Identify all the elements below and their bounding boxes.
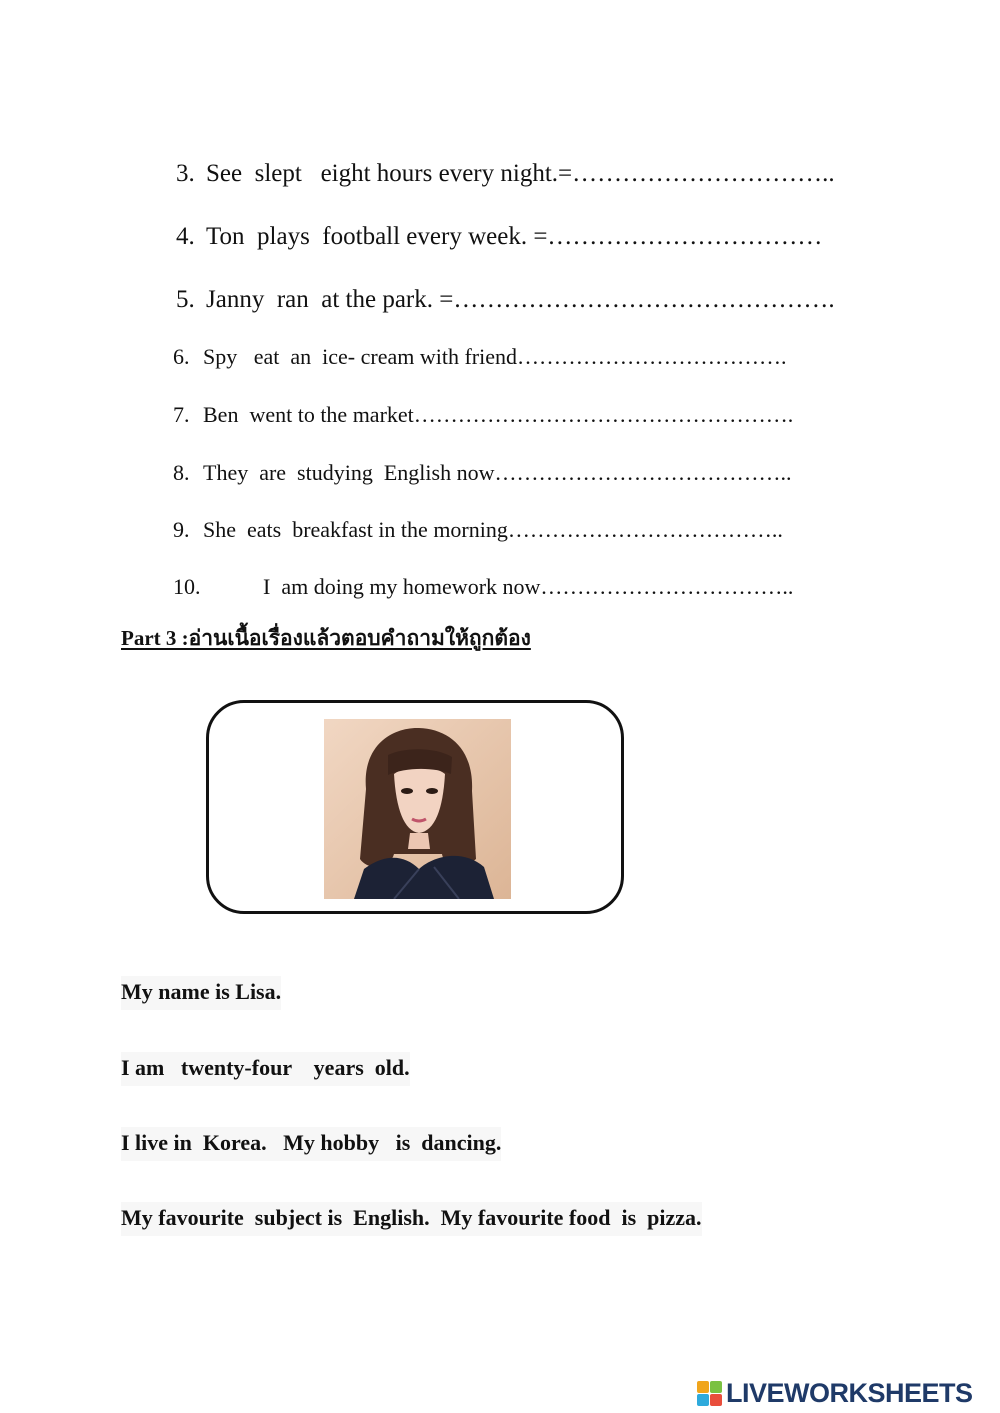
exercise-number: 6. [173, 344, 190, 369]
exercise-text: Spy eat an ice- cream with friend………………………………. [203, 344, 787, 369]
reading-line-home-hobby: I live in Korea. My hobby is dancing. [121, 1127, 501, 1161]
exercise-text: She eats breakfast in the morning……………………………….. [203, 517, 783, 542]
exercise-number: 3. [176, 160, 195, 187]
exercise-number: 8. [173, 460, 190, 485]
part-3-heading: Part 3 :อ่านเนื้อเรื่องแล้วตอบคำถามให้ถูกต้อง [121, 626, 531, 650]
exercise-text: Ton plays football every week. =…………………………… [206, 223, 823, 250]
reading-line-favourites: My favourite subject is English. My favourite food is pizza. [121, 1202, 702, 1236]
exercise-number: 9. [173, 517, 190, 542]
exercise-item-7 [151, 382, 793, 448]
exercise-number: 5. [176, 286, 195, 313]
exercise-text: Janny ran at the park. =………………………………………. [206, 286, 835, 313]
reading-line-age: I am twenty-four years old. [121, 1052, 410, 1086]
exercise-text: Ben went to the market……………………………………………. [203, 402, 794, 427]
logo-mark-icon [697, 1381, 722, 1406]
exercise-number: 10. [173, 574, 201, 599]
exercise-text: They are studying English now………………………………….. [203, 460, 792, 485]
liveworksheets-logo [697, 1378, 973, 1408]
exercise-item-10 [151, 554, 793, 620]
exercise-text: I am doing my homework now…………………………….. [263, 574, 794, 599]
exercise-item-6 [151, 324, 786, 390]
reading-line-name: My name is Lisa. [121, 976, 281, 1010]
portrait-photo [324, 719, 511, 899]
exercise-number: 7. [173, 402, 190, 427]
logo-text: LIVEWORKSHEETS [726, 1377, 973, 1408]
exercise-number: 4. [176, 223, 195, 250]
exercise-text: See slept eight hours every night.=………………………….. [206, 160, 835, 187]
